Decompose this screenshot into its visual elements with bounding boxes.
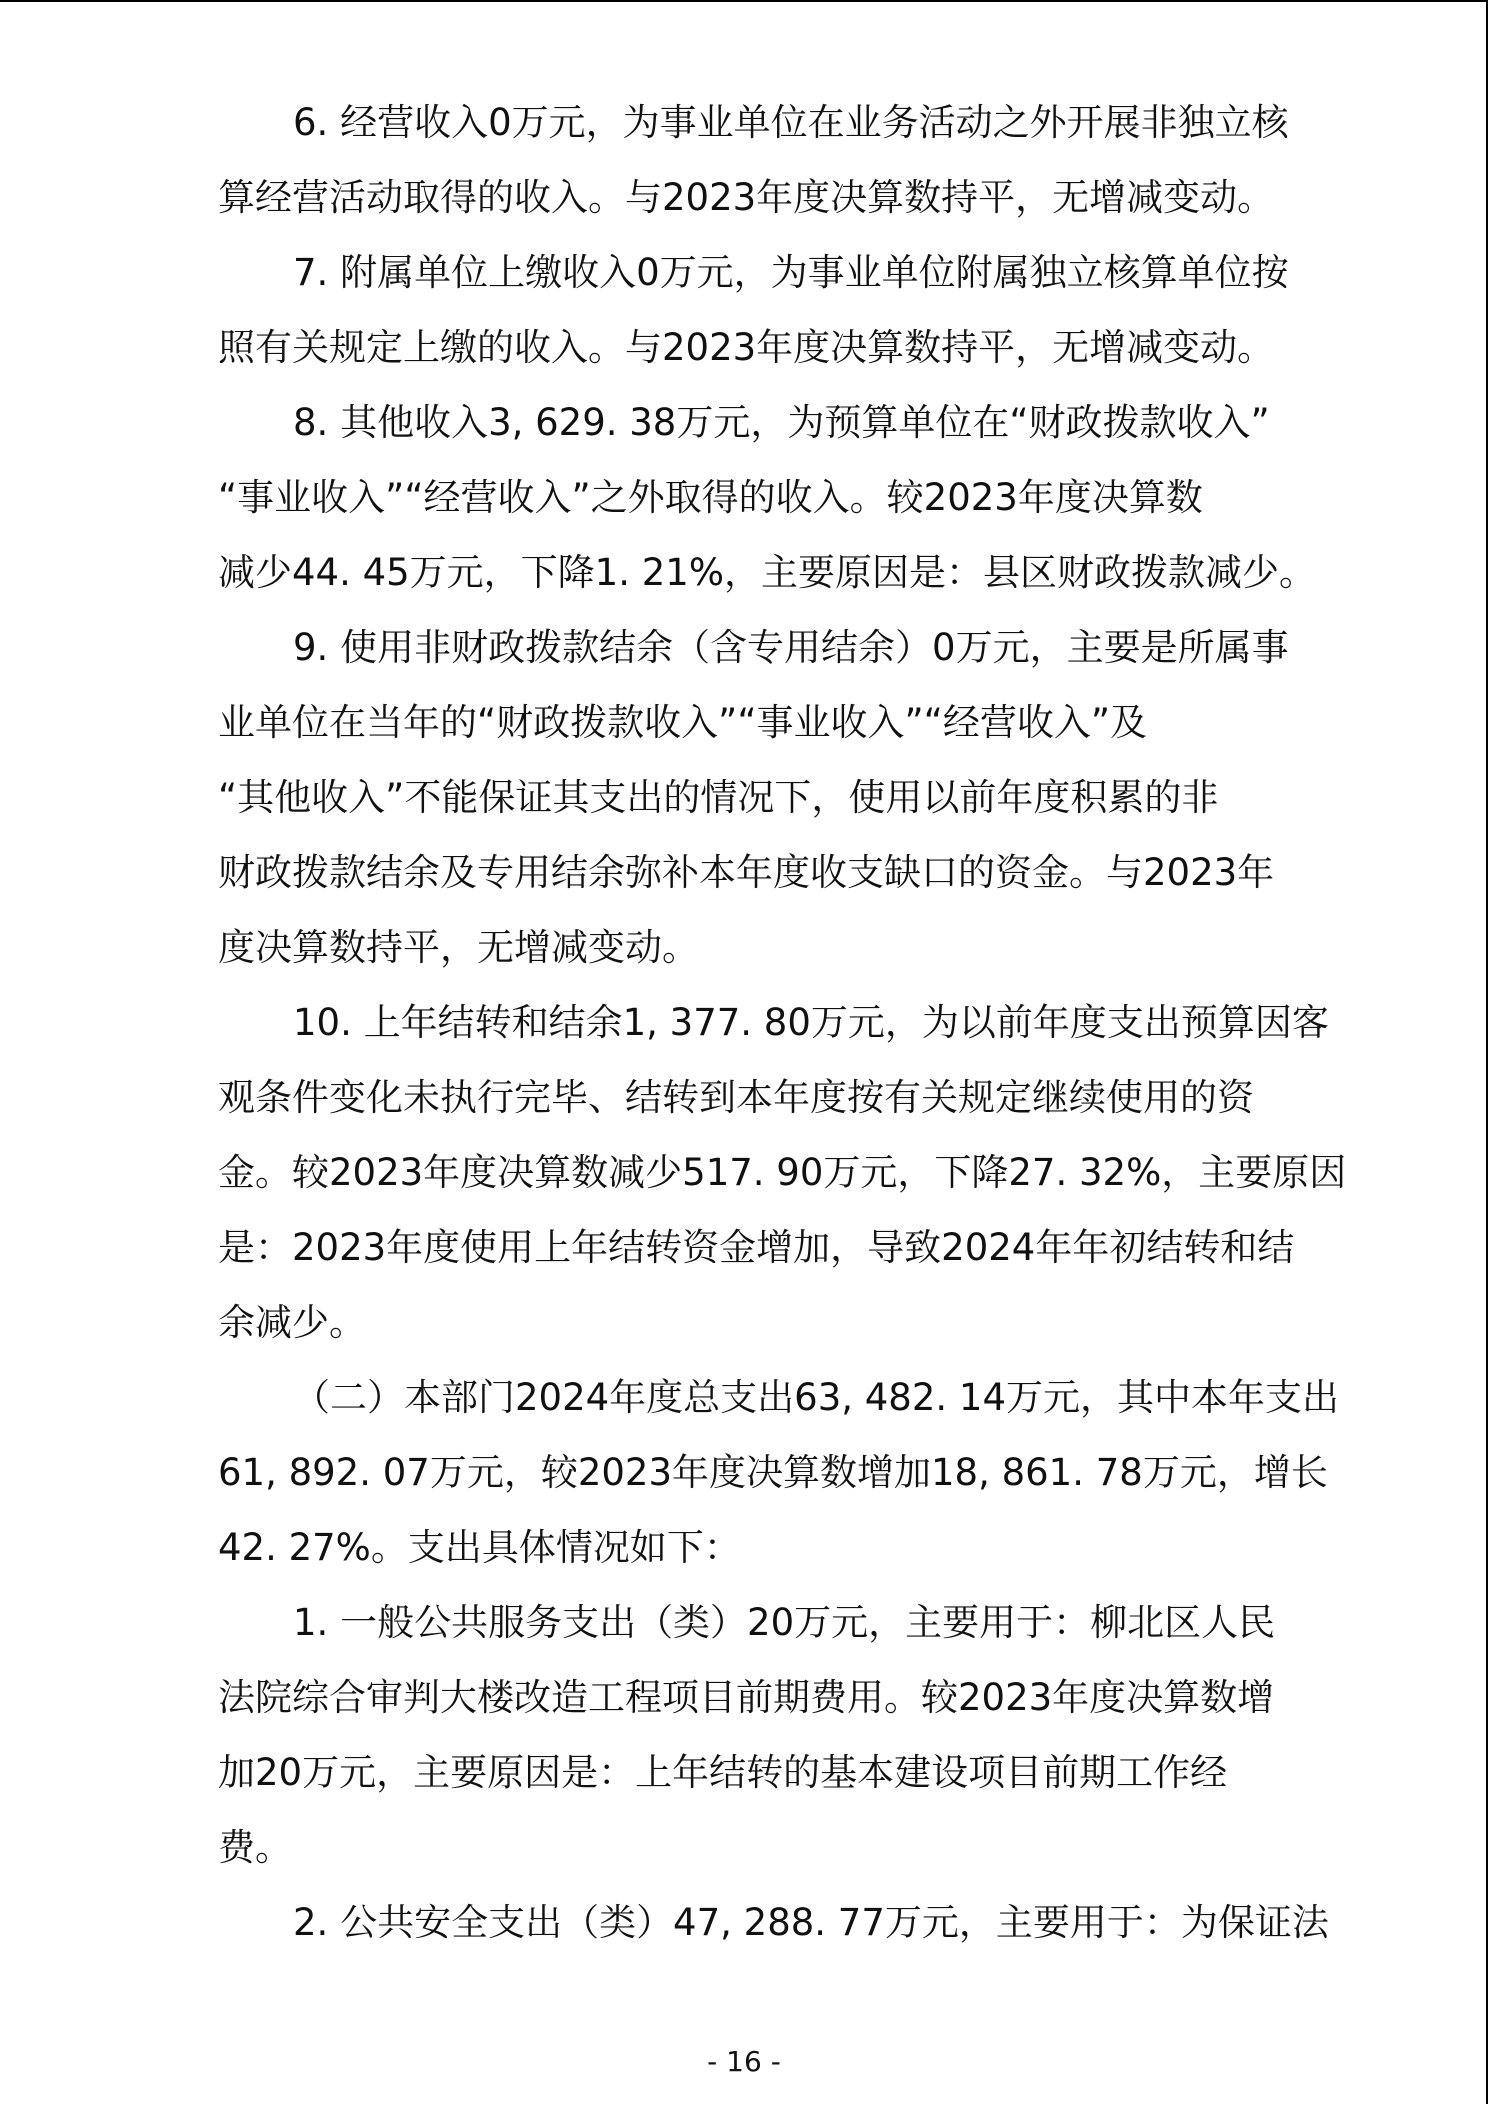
text-line: 8. 其他收入3, 629. 38万元，为预算单位在“财政拨款收入” [293, 401, 1270, 444]
text-line: 6. 经营收入0万元，为事业单位在业务活动之外开展非独立核 [293, 101, 1289, 144]
text-line: 财政拨款结余及专用结余弥补本年度收支缺口的资金。与2023年 [218, 851, 1275, 894]
text-line: 9. 使用非财政拨款结余（含专用结余）0万元，主要是所属事 [293, 626, 1289, 669]
text-line: 费。 [218, 1826, 292, 1869]
text-line: 2. 公共安全支出（类）47, 288. 77万元，主要用于：为保证法 [293, 1901, 1329, 1944]
text-line: 减少44. 45万元，下降1. 21%，主要原因是：县区财政拨款减少。 [218, 551, 1316, 594]
text-line: 金。较2023年度决算数减少517. 90万元，下降27. 32%，主要原因 [218, 1151, 1347, 1194]
text-line: 加20万元，主要原因是：上年结转的基本建设项目前期工作经 [218, 1751, 1228, 1794]
page-number: - 16 - [707, 2045, 781, 2078]
section-heading: （二）本部门2024年度总支出63, 482. 14万元，其中本年支出 [293, 1376, 1339, 1419]
text-line: “其他收入”不能保证其支出的情况下，使用以前年度积累的非 [218, 776, 1219, 819]
text-line: 观条件变化未执行完毕、结转到本年度按有关规定继续使用的资 [218, 1076, 1254, 1119]
text-line: 业单位在当年的“财政拨款收入”“事业收入”“经营收入”及 [218, 701, 1148, 744]
text-line: 照有关规定上缴的收入。与2023年度决算数持平，无增减变动。 [218, 326, 1275, 369]
text-line: 7. 附属单位上缴收入0万元，为事业单位附属独立核算单位按 [293, 251, 1289, 294]
text-line: 1. 一般公共服务支出（类）20万元，主要用于：柳北区人民 [293, 1601, 1276, 1644]
text-line: 余减少。 [218, 1301, 366, 1344]
text-line: 法院综合审判大楼改造工程项目前期费用。较2023年度决算数增 [218, 1676, 1275, 1719]
text-line: 算经营活动取得的收入。与2023年度决算数持平，无增减变动。 [218, 176, 1275, 219]
text-line: 10. 上年结转和结余1, 377. 80万元，为以前年度支出预算因客 [293, 1001, 1329, 1044]
text-line: 61, 892. 07万元，较2023年度决算数增加18, 861. 78万元，增长 [218, 1451, 1328, 1494]
text-line: 是：2023年度使用上年结转资金增加，导致2024年年初结转和结 [218, 1226, 1295, 1269]
text-line: 度决算数持平，无增减变动。 [218, 926, 699, 969]
text-line: “事业收入”“经营收入”之外取得的收入。较2023年度决算数 [218, 476, 1203, 519]
text-line: 42. 27%。支出具体情况如下： [218, 1526, 741, 1569]
top-border [0, 0, 1488, 2]
